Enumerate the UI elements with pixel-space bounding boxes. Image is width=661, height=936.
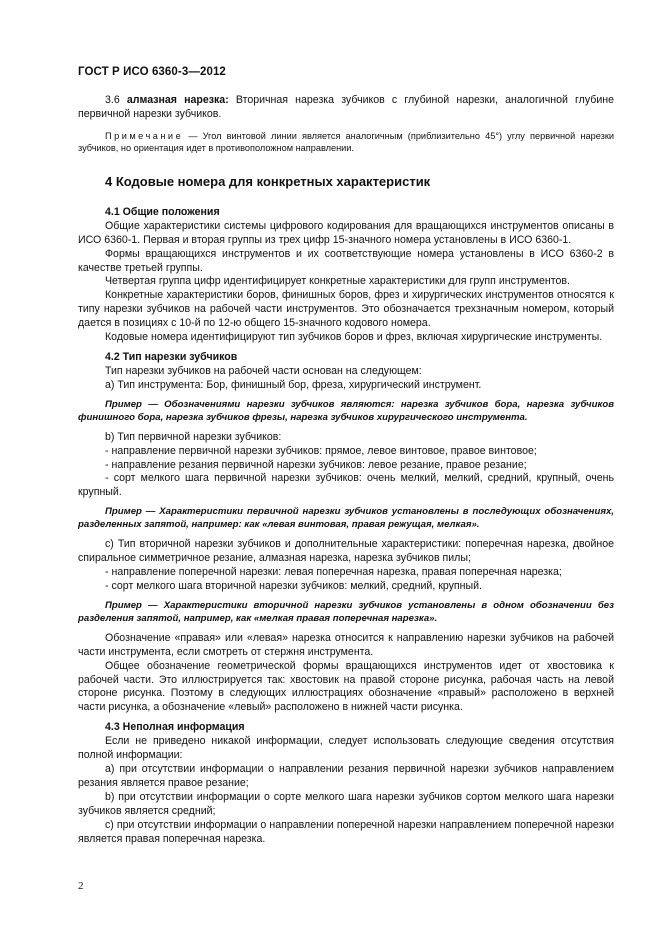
paragraph: Тип нарезки зубчиков на рабочей части основан на следующем: — [105, 364, 422, 377]
clause-number: 3.6 — [105, 94, 120, 106]
note-text: — Угол винтовой линии является аналогичным (приблизительно 45°) углу первичной нарезки зубчиков, но ориентация идет в противоположном направлении. — [78, 130, 614, 154]
clause-term: алмазная нарезка: — [126, 94, 229, 106]
paragraph: Если не приведено никакой информации, следует использовать следующие сведения отсутствия полной информации: — [78, 735, 614, 762]
note — [78, 130, 614, 155]
example: Пример — Характеристики вторичной нарезки зубчиков установлены в одном обозначении без разделения запятой, например, как «мелкая правая поперечная нарезка». — [78, 599, 614, 624]
sub-item: - сорт мелкого шага вторичной нарезки зубчиков: мелкий, средний, крупный. — [105, 579, 482, 592]
paragraph: Обозначение «правая» или «левая» нарезка относится к направлению нарезки зубчиков на рабочей части инструмента, если смотреть от стержня инструмента. — [78, 631, 614, 658]
paragraph: Общие характеристики системы цифрового кодирования для вращающихся инструментов описаны в ИСО 6360-1. Первая и вторая группы из трех цифр 15-значного номера установлены в ИСО 6360-1. — [78, 219, 614, 246]
clause-3-6 — [78, 94, 614, 122]
sub-item: - сорт мелкого шага первичной нарезки зубчиков: очень мелкий, мелкий, средний, крупный, очень крупный. — [78, 472, 614, 499]
sub-item: - направление поперечной нарезки: левая поперечная нарезка, правая поперечная нарезка; — [105, 566, 562, 579]
list-item-b: b) Тип первичной нарезки зубчиков: — [105, 430, 282, 443]
list-item-c: с) при отсутствии информации о направлении поперечной нарезки направлением поперечной нарезки является правая поперечная нарезка. — [78, 818, 614, 845]
sub-item: - направление резания первичной нарезки зубчиков: левое резание, правое резание; — [105, 458, 527, 471]
paragraph: Формы вращающихся инструментов и их соответствующие номера установлены в ИСО 6360-2 в качестве третьей группы. — [78, 247, 614, 274]
list-item-a: а) Тип инструмента: Бор, финишный бор, фреза, хирургический инструмент. — [105, 378, 482, 391]
paragraph: Конкретные характеристики боров, финишных боров, фрез и хирургических инструментов относятся к типу нарезки зубчиков на рабочей части инструментов. Это обозначается трехзначным номером, который дается в позициях с 10-й по 12-ю общего 15-значного кодового номера. — [78, 289, 614, 330]
example: Пример — Обозначениями нарезки зубчиков являются: нарезка зубчиков бора, нарезка зубчиков финишного бора, нарезка зубчиков фрезы, нарезка зубчиков хирургического инструмента. — [78, 398, 614, 423]
section-4-2-heading: 4.2 Тип нарезки зубчиков — [105, 350, 238, 363]
example: Пример — Характеристики первичной нарезки зубчиков установлены в последующих обозначениях, разделенных запятой, например: как «левая винтовая, правая режущая, мелкая». — [78, 506, 614, 531]
paragraph: Кодовые номера идентифицируют тип зубчиков боров и фрез, включая хирургические инструменты. — [105, 331, 603, 344]
page-content — [78, 94, 614, 846]
list-item-b: b) при отсутствии информации о сорте мелкого шага нарезки зубчиков сортом мелкого шага нарезки зубчиков является средний; — [78, 790, 614, 817]
list-item-c: с) Тип вторичной нарезки зубчиков и дополнительные характеристики: поперечная нарезка, двойное спиральное симметричное резание, алмазная нарезка, нарезка зубчиков пилы; — [78, 538, 614, 565]
section-4-1-heading: 4.1 Общие положения — [105, 205, 220, 218]
page-header: ГОСТ Р ИСО 6360-3—2012 — [78, 66, 226, 78]
paragraph: Общее обозначение геометрической формы вращающихся инструментов идет от хвостовика к рабочей части. Это иллюстрируется так: хвостовик на правой стороне рисунка, рабочая часть на левой стороне рисунка. Поэтому в следующих иллюстрациях обозначение «правый» расположено в верхней части рисунка, а обозначение «левый» расположено в нижней части рисунка. — [78, 659, 614, 714]
list-item-a: а) при отсутствии информации о направлении резания первичной нарезки зубчиков направлением резания является правое резание; — [78, 763, 614, 789]
paragraph: Четвертая группа цифр идентифицирует конкретные характеристики для групп инструментов. — [105, 275, 570, 288]
section-4-heading: 4 Кодовые номера для конкретных характеристик — [105, 174, 431, 189]
section-4-3-heading: 4.3 Неполная информация — [105, 721, 245, 734]
note-label: Примечание — [105, 130, 184, 141]
clause-text: Вторичная нарезка зубчиков с глубиной нарезки, аналогичной глубине первичной нарезки зубчиков. — [78, 94, 614, 120]
sub-item: - направление первичной нарезки зубчиков: прямое, левое винтовое, правое винтовое; — [105, 444, 537, 457]
page-number: 2 — [78, 880, 84, 892]
